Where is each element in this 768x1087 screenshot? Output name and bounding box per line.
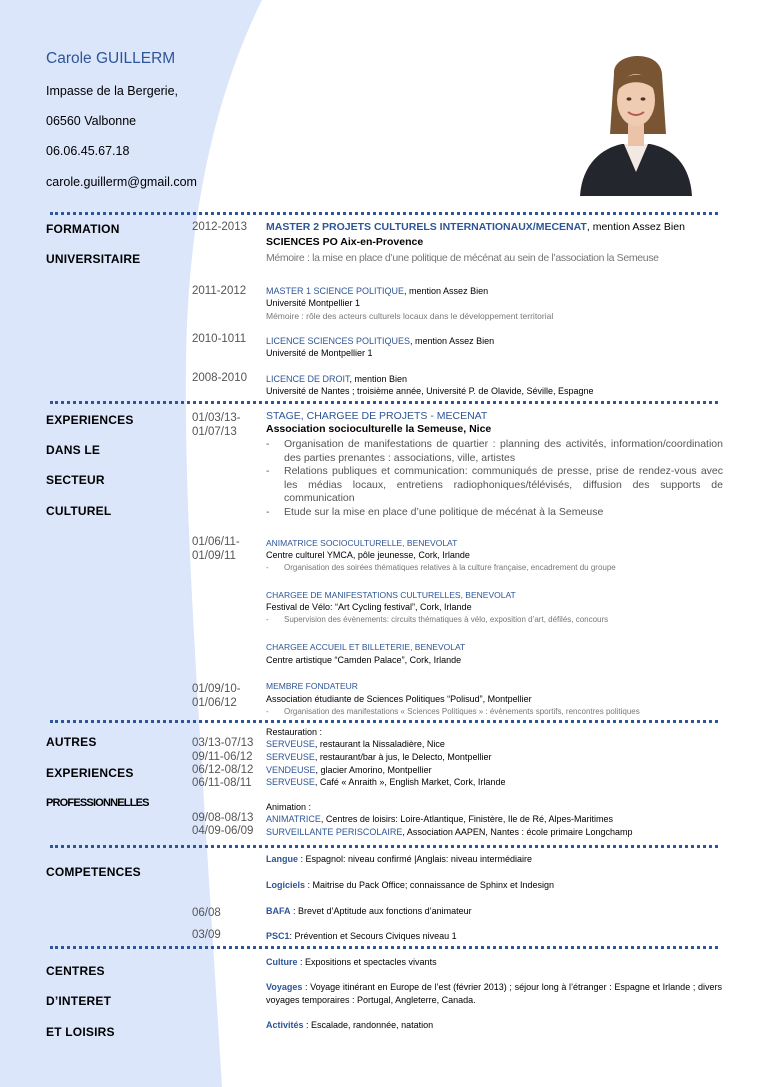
- section-heading-competences: COMPETENCES: [46, 865, 141, 879]
- experience-date: 01/06/12: [192, 697, 237, 709]
- formation-memoire: Mémoire : la mise en place d’une politique de mécénat au sein de l’association la Semeuse: [266, 252, 659, 264]
- section-heading-autres: AUTRES: [46, 735, 97, 749]
- job-line: SURVEILLANTE PERISCOLAIRE, Association AAPEN, Nantes : école primaire Longchamp: [266, 827, 633, 837]
- phone-number: 06.06.45.67.18: [46, 144, 130, 158]
- formation-title: MASTER 2 PROJETS CULTURELS INTERNATIONAUX/MECENAT, mention Assez Bien: [266, 221, 685, 233]
- job-line: ANIMATRICE, Centres de loisirs: Loire-Atlantique, Finistère, Ile de Ré, Alpes-Maritimes: [266, 814, 613, 824]
- experience-title: MEMBRE FONDATEUR: [266, 681, 358, 691]
- interest-paragraph: Voyages : Voyage itinérant en Europe de l’est (février 2013) ; séjour long à l’étranger : Espagne et Irlande ; divers voyages temporaires : Portugal, Angleterre, Canada.: [266, 982, 722, 1005]
- section-separator: [50, 720, 718, 723]
- section-heading-experiences: EXPERIENCES: [46, 413, 134, 427]
- section-heading-centres: ET LOISIRS: [46, 1025, 115, 1039]
- formation-memoire: Mémoire : rôle des acteurs culturels locaux dans le développement territorial: [266, 311, 554, 321]
- experience-organisation: Association étudiante de Sciences Politiques “Polisud”, Montpellier: [266, 694, 532, 704]
- job-date: 09/11-06/12: [192, 751, 253, 763]
- section-separator: [50, 212, 718, 215]
- job-line: VENDEUSE, glacier Amorino, Montpellier: [266, 765, 432, 775]
- profile-photo: [572, 44, 700, 196]
- section-heading-experiences: DANS LE: [46, 443, 101, 457]
- job-date: 03/13-07/13: [192, 737, 254, 749]
- address-line-2: 06560 Valbonne: [46, 114, 137, 128]
- category-label: Restauration :: [266, 727, 323, 737]
- email-address: carole.guillerm@gmail.com: [46, 175, 197, 189]
- experience-date: 01/03/13-: [192, 412, 241, 424]
- section-separator: [50, 401, 718, 404]
- experience-organisation: Centre artistique “Camden Palace”, Cork, Irlande: [266, 655, 462, 665]
- job-date: 06/12-08/12: [192, 764, 254, 776]
- section-heading-experiences: SECTEUR: [46, 473, 105, 487]
- formation-date: 2008-2010: [192, 372, 247, 384]
- experience-organisation: Festival de Vélo: “Art Cycling festival”, Cork, Irlande: [266, 602, 472, 612]
- job-date: 06/11-08/11: [192, 777, 252, 789]
- skill-line: BAFA : Brevet d’Aptitude aux fonctions d’animateur: [266, 906, 472, 916]
- job-date: 09/08-08/13: [192, 812, 254, 824]
- list-item: - Relations publiques et communication: communiqués de presse, prise de rendez-vous avec les médias locaux, entretiens radiophoniques/télévisés, diffusion des supports de communication: [266, 465, 723, 504]
- skill-line: Logiciels : Maitrise du Pack Office; connaissance de Sphinx et Indesign: [266, 880, 554, 890]
- skill-line: Langue : Espagnol: niveau confirmé |Anglais: niveau intermédiaire: [266, 854, 532, 864]
- section-heading-autres: EXPERIENCES: [46, 766, 134, 780]
- skill-line: PSC1: Prévention et Secours Civiques niveau 1: [266, 931, 457, 941]
- formation-school: Université Montpellier 1: [266, 298, 361, 308]
- candidate-name: Carole GUILLERM: [46, 50, 176, 67]
- formation-school: SCIENCES PO Aix-en-Provence: [266, 236, 424, 248]
- interest-line: Culture : Expositions et spectacles vivants: [266, 957, 437, 967]
- section-heading-autres: PROFESSIONNELLES: [46, 797, 149, 809]
- experience-date: 01/06/11-: [192, 536, 240, 548]
- interest-line: Activités : Escalade, randonnée, natation: [266, 1020, 434, 1030]
- section-heading-centres: D’INTERET: [46, 994, 112, 1008]
- skill-date: 03/09: [192, 929, 221, 941]
- section-heading-experiences: CULTUREL: [46, 504, 112, 518]
- experience-title: CHARGEE DE MANIFESTATIONS CULTURELLES, BENEVOLAT: [266, 590, 516, 600]
- experience-bullet: - Supervision des évènements: circuits thématiques à vélo, exposition d’art, défilés, concours: [266, 615, 609, 624]
- experience-date: 01/09/10-: [192, 683, 241, 695]
- experience-bullets: [266, 438, 723, 519]
- formation-school: Université de Montpellier 1: [266, 348, 373, 358]
- formation-title: LICENCE DE DROIT, mention Bien: [266, 374, 408, 384]
- job-line: SERVEUSE, restaurant/bar à jus, le Delecto, Montpellier: [266, 752, 492, 762]
- experience-bullet: - Organisation des soirées thématiques relatives à la culture française, encadrement du groupe: [266, 563, 616, 572]
- section-heading-centres: CENTRES: [46, 964, 105, 978]
- formation-date: 2012-2013: [192, 221, 247, 233]
- section-separator: [50, 946, 718, 949]
- experience-organisation: Association socioculturelle la Semeuse, Nice: [266, 423, 492, 435]
- section-separator: [50, 845, 718, 848]
- address-line-1: Impasse de la Bergerie,: [46, 84, 179, 98]
- experience-bullet: - Organisation des manifestations « Sciences Politiques » : évènements sportifs, rencontres politiques: [266, 707, 640, 716]
- section-heading-formation: FORMATION: [46, 222, 120, 236]
- experience-organisation: Centre culturel YMCA, pôle jeunesse, Cork, Irlande: [266, 550, 470, 560]
- job-line: SERVEUSE, Café « Anraith », English Market, Cork, Irlande: [266, 777, 506, 787]
- experience-title: ANIMATRICE SOCIOCULTURELLE, BENEVOLAT: [266, 538, 458, 548]
- experience-title: CHARGEE ACCUEIL ET BILLETERIE, BENEVOLAT: [266, 642, 466, 652]
- section-heading-formation: UNIVERSITAIRE: [46, 252, 141, 266]
- experience-date: 01/09/11: [192, 550, 236, 562]
- job-line: SERVEUSE, restaurant la Nissaladière, Nice: [266, 739, 445, 749]
- job-date: 04/09-06/09: [192, 825, 254, 837]
- experience-date: 01/07/13: [192, 426, 237, 438]
- formation-school: Université de Nantes ; troisième année, Université P. de Olavide, Séville, Espagne: [266, 386, 594, 396]
- skill-date: 06/08: [192, 907, 221, 919]
- formation-title: MASTER 1 SCIENCE POLITIQUE, mention Assez Bien: [266, 286, 489, 296]
- formation-date: 2010-1011: [192, 333, 247, 345]
- category-label: Animation :: [266, 802, 312, 812]
- formation-title: LICENCE SCIENCES POLITIQUES, mention Assez Bien: [266, 336, 495, 346]
- experience-title: STAGE, CHARGEE DE PROJETS - MECENAT: [266, 410, 488, 422]
- list-item: - Organisation de manifestations de quartier : planning des activités, information/coordination des parties prenantes : associations, ville, artistes: [266, 438, 723, 464]
- formation-date: 2011-2012: [192, 285, 247, 297]
- list-item: - Etude sur la mise en place d’une politique de mécénat à la Semeuse: [266, 505, 604, 518]
